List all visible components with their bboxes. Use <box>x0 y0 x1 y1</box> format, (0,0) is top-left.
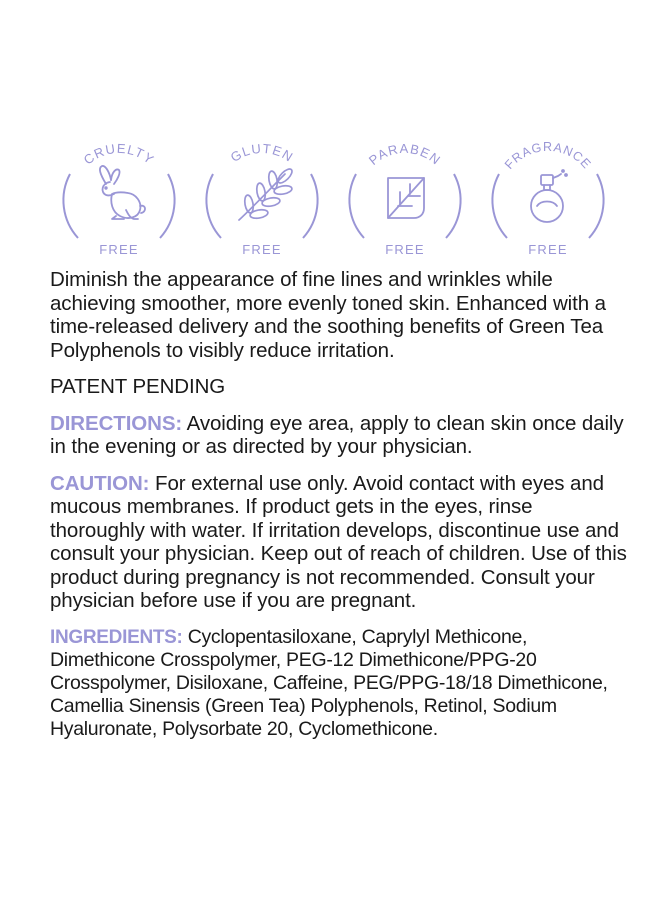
product-description <box>50 268 630 741</box>
intro-paragraph: Diminish the appearance of fine lines and wrinkles while achieving smoother, more evenly toned skin. Enhanced with a time-released delivery and the soothing benefits of Green Tea Polyphenols to visibly reduce irritation. <box>50 268 606 362</box>
svg-text:GLUTEN <box>228 141 296 165</box>
ingredients-text: Cyclopentasiloxane, Caprylyl Methicone, Dimethicone Crosspolymer, PEG-12 Dimethicone/PPG-20 Crosspolymer, Disiloxane, Caffeine, PEG/PPG-18/18 Dimethicone, Camellia Sinensis (Green Tea) Polyphenols, Retinol, Sodium Hyaluronate, Polysorbate 20, Cyclomethicone. <box>50 625 608 740</box>
paraben-free-badge <box>340 128 470 266</box>
caution-paragraph <box>50 472 630 613</box>
badge-ring-svg <box>340 128 470 266</box>
badge-ring-svg <box>197 128 327 266</box>
rabbit-icon <box>100 166 145 219</box>
patent-notice: PATENT PENDING <box>50 375 226 398</box>
svg-text:CRUELTY <box>81 141 158 168</box>
cruelty-free-badge <box>54 128 184 266</box>
badge-ring-svg <box>483 128 613 266</box>
badge-top-label: PARABEN <box>365 140 444 168</box>
svg-text:PARABEN <box>366 141 444 168</box>
perfume-bottle-icon <box>531 170 567 222</box>
directions-text: Avoiding eye area, apply to clean skin once daily in the evening or as directed by your physician. <box>50 411 624 458</box>
gluten-free-badge <box>197 128 327 266</box>
badge-top-label: GLUTEN <box>227 140 297 165</box>
caution-text: For external use only. Avoid contact with eyes and mucous membranes. If product gets in the eyes, rinse thoroughly with water. If irritation develops, discontinue use and consult your physician. Keep out of reach of children. Use of this product during pregnancy is not recommended. Consult your physician before use if you are pregnant. <box>50 471 627 612</box>
fragrance-free-badge <box>483 128 613 266</box>
badge-bottom-label: FREE <box>528 242 568 257</box>
wheat-icon <box>239 167 294 220</box>
badge-bottom-label: FREE <box>385 242 425 257</box>
ingredients-paragraph <box>50 626 630 741</box>
caution-label: CAUTION: <box>50 471 150 495</box>
svg-text:FRAGRANCE <box>502 140 594 172</box>
free-from-badges <box>54 128 614 266</box>
directions-paragraph <box>50 412 630 459</box>
badge-bottom-label: FREE <box>242 242 282 257</box>
ingredients-label: INGREDIENTS: <box>50 626 183 648</box>
badge-bottom-label: FREE <box>99 242 139 257</box>
badge-ring-svg <box>54 128 184 266</box>
leaf-icon <box>388 178 424 218</box>
badge-top-label: CRUELTY <box>80 140 158 168</box>
badge-top-label: FRAGRANCE <box>501 140 595 172</box>
directions-label: DIRECTIONS: <box>50 411 183 435</box>
